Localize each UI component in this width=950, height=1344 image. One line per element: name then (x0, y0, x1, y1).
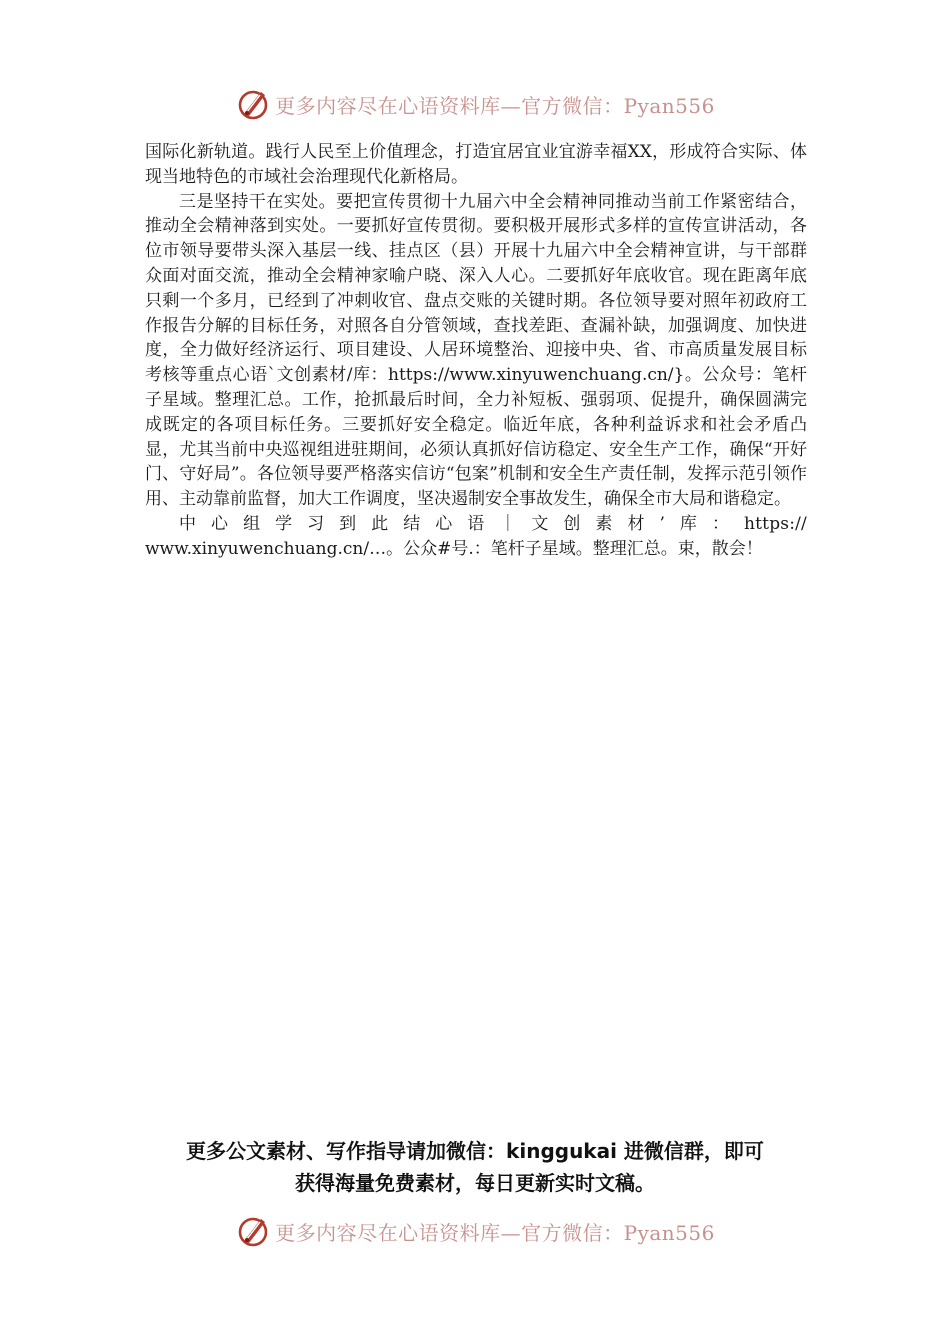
footer-note-line: 获得海量免费素材，每日更新实时文稿。 (295, 1171, 655, 1195)
footer-note (0, 1135, 950, 1199)
pen-quill-icon (235, 86, 271, 122)
paragraph: 三是坚持干在实处。要把宣传贯彻十九届六中全会精神同推动当前工作紧密结合，推动全会精神落到实处。一要抓好宣传贯彻。要积极开展形式多样的宣传宣讲活动，各位市领导要带头深入基层一线、挂点区（县）开展十九届六中全会精神宣讲，与干部群众面对面交流，推动全会精神家喻户晓、深入人心。二要抓好年底收官。现在距离年底只剩一个多月，已经到了冲刺收官、盘点交账的关键时期。各位领导要对照年初政府工作报告分解的目标任务，对照各自分管领域，查找差距、查漏补缺，加强调度、加快进度，全力做好经济运行、项目建设、人居环境整治、迎接中央、省、市高质量发展目标考核等重点心语`文创素材/库：https://www.xinyuwenchuang.cn/}。公众号：笔杆子星域。整理汇总。工作，抢抓最后时间，全力补短板、强弱项、促提升，确保圆满完成既定的各项目标任务。三要抓好安全稳定。临近年底，各种利益诉求和社会矛盾凸显，尤其当前中央巡视组进驻期间，必须认真抓好信访稳定、安全生产工作，确保“开好门、守好局”。各位领导要严格落实信访“包案”机制和安全生产责任制，发挥示范引领作用、主动靠前监督，加大工作调度，坚决遏制安全事故发生，确保全市大局和谐稳定。 (145, 191, 807, 510)
paragraph: www.xinyuwenchuang.cn/…。公众#号.：笔杆子星域。整理汇总。束，散会！ (145, 538, 763, 559)
footer-brand-text: 更多内容尽在心语资料库—官方微信：Pyan556 (275, 1220, 715, 1245)
paragraph: 中心组学习到此结心语｜文创素材’库：https:// (179, 513, 807, 534)
pen-quill-icon (235, 1213, 271, 1249)
header-brand (0, 84, 950, 124)
footer-note-line: 更多公文素材、写作指导请加微信：kinggukai 进微信群，即可 (186, 1139, 764, 1163)
paragraph: 国际化新轨道。践行人民至上价值理念，打造宜居宜业宜游幸福XX，形成符合实际、体现当地特色的市域社会治理现代化新格局。 (145, 142, 807, 187)
document-body (145, 140, 807, 562)
header-brand-text: 更多内容尽在心语资料库—官方微信：Pyan556 (275, 93, 715, 118)
footer-brand (0, 1211, 950, 1251)
